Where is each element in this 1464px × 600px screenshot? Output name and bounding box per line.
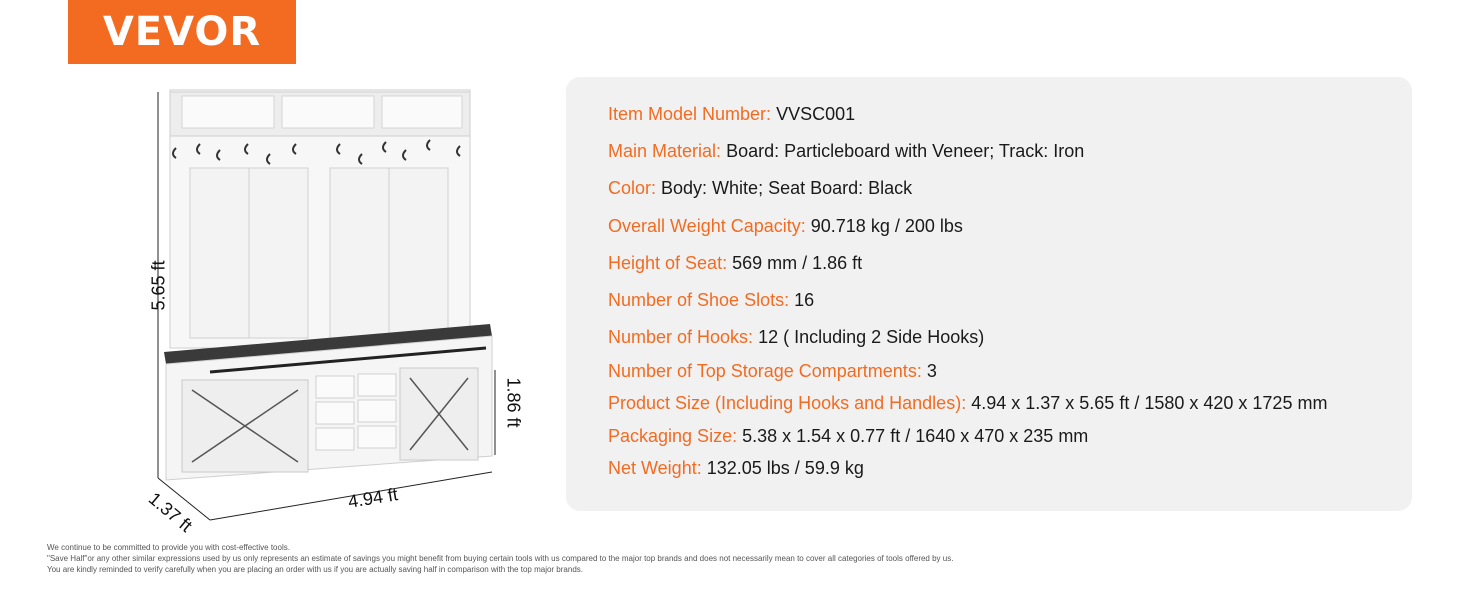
spec-value: Body: White; Seat Board: Black xyxy=(661,178,913,198)
spec-label: Number of Hooks: xyxy=(608,327,754,347)
depth-dimension: 1.37 ft xyxy=(144,488,196,536)
spec-label: Color: xyxy=(608,178,657,198)
hall-tree-illustration xyxy=(130,80,530,540)
spec-label: Product Size (Including Hooks and Handles): xyxy=(608,393,967,413)
spec-row xyxy=(608,327,984,348)
seat-height-dimension: 1.86 ft xyxy=(503,377,524,428)
spec-label: Net Weight: xyxy=(608,458,702,478)
disclaimer-line: You are kindly reminded to verify carefully when you are placing an order with us if you are actually saving half in comparison with the top major brands. xyxy=(47,565,583,574)
spec-row xyxy=(608,141,1084,162)
spec-value: 12 ( Including 2 Side Hooks) xyxy=(758,327,985,347)
spec-value: 16 xyxy=(794,290,815,310)
specs-panel xyxy=(566,77,1412,511)
spec-value: VVSC001 xyxy=(776,104,856,124)
spec-row xyxy=(608,216,963,237)
brand-logo xyxy=(68,0,296,64)
spec-row xyxy=(608,104,855,125)
brand-logo-text: VEVOR xyxy=(102,9,262,55)
spec-value: 3 xyxy=(926,361,937,381)
spec-value: 90.718 kg / 200 lbs xyxy=(810,216,963,236)
spec-row xyxy=(608,361,937,382)
spec-label: Height of Seat: xyxy=(608,253,728,273)
spec-row xyxy=(608,393,1327,414)
spec-label: Number of Shoe Slots: xyxy=(608,290,790,310)
spec-label: Item Model Number: xyxy=(608,104,772,124)
spec-row xyxy=(608,458,864,479)
spec-value: Board: Particleboard with Veneer; Track: Iron xyxy=(726,141,1085,161)
spec-row xyxy=(608,178,912,199)
spec-row xyxy=(608,290,814,311)
spec-label: Number of Top Storage Compartments: xyxy=(608,361,922,381)
spec-value: 4.94 x 1.37 x 5.65 ft / 1580 x 420 x 1725 mm xyxy=(971,393,1328,413)
spec-row xyxy=(608,253,862,274)
spec-value: 132.05 lbs / 59.9 kg xyxy=(706,458,864,478)
spec-row xyxy=(608,426,1088,447)
height-dimension: 5.65 ft xyxy=(148,260,169,311)
spec-label: Overall Weight Capacity: xyxy=(608,216,806,236)
disclaimer-line: "Save Half"or any other similar expressions used by us only represents an estimate of savings you might benefit from buying certain tools with us compared to the major top brands and does not necessarily mean to cover all categories of tools offered by us. xyxy=(47,554,954,563)
spec-label: Packaging Size: xyxy=(608,426,738,446)
spec-value: 5.38 x 1.54 x 0.77 ft / 1640 x 470 x 235 mm xyxy=(742,426,1089,446)
spec-value: 569 mm / 1.86 ft xyxy=(732,253,863,273)
spec-label: Main Material: xyxy=(608,141,722,161)
disclaimer xyxy=(47,542,953,575)
width-dimension: 4.94 ft xyxy=(346,484,400,512)
disclaimer-line: We continue to be committed to provide you with cost-effective tools. xyxy=(47,543,290,552)
